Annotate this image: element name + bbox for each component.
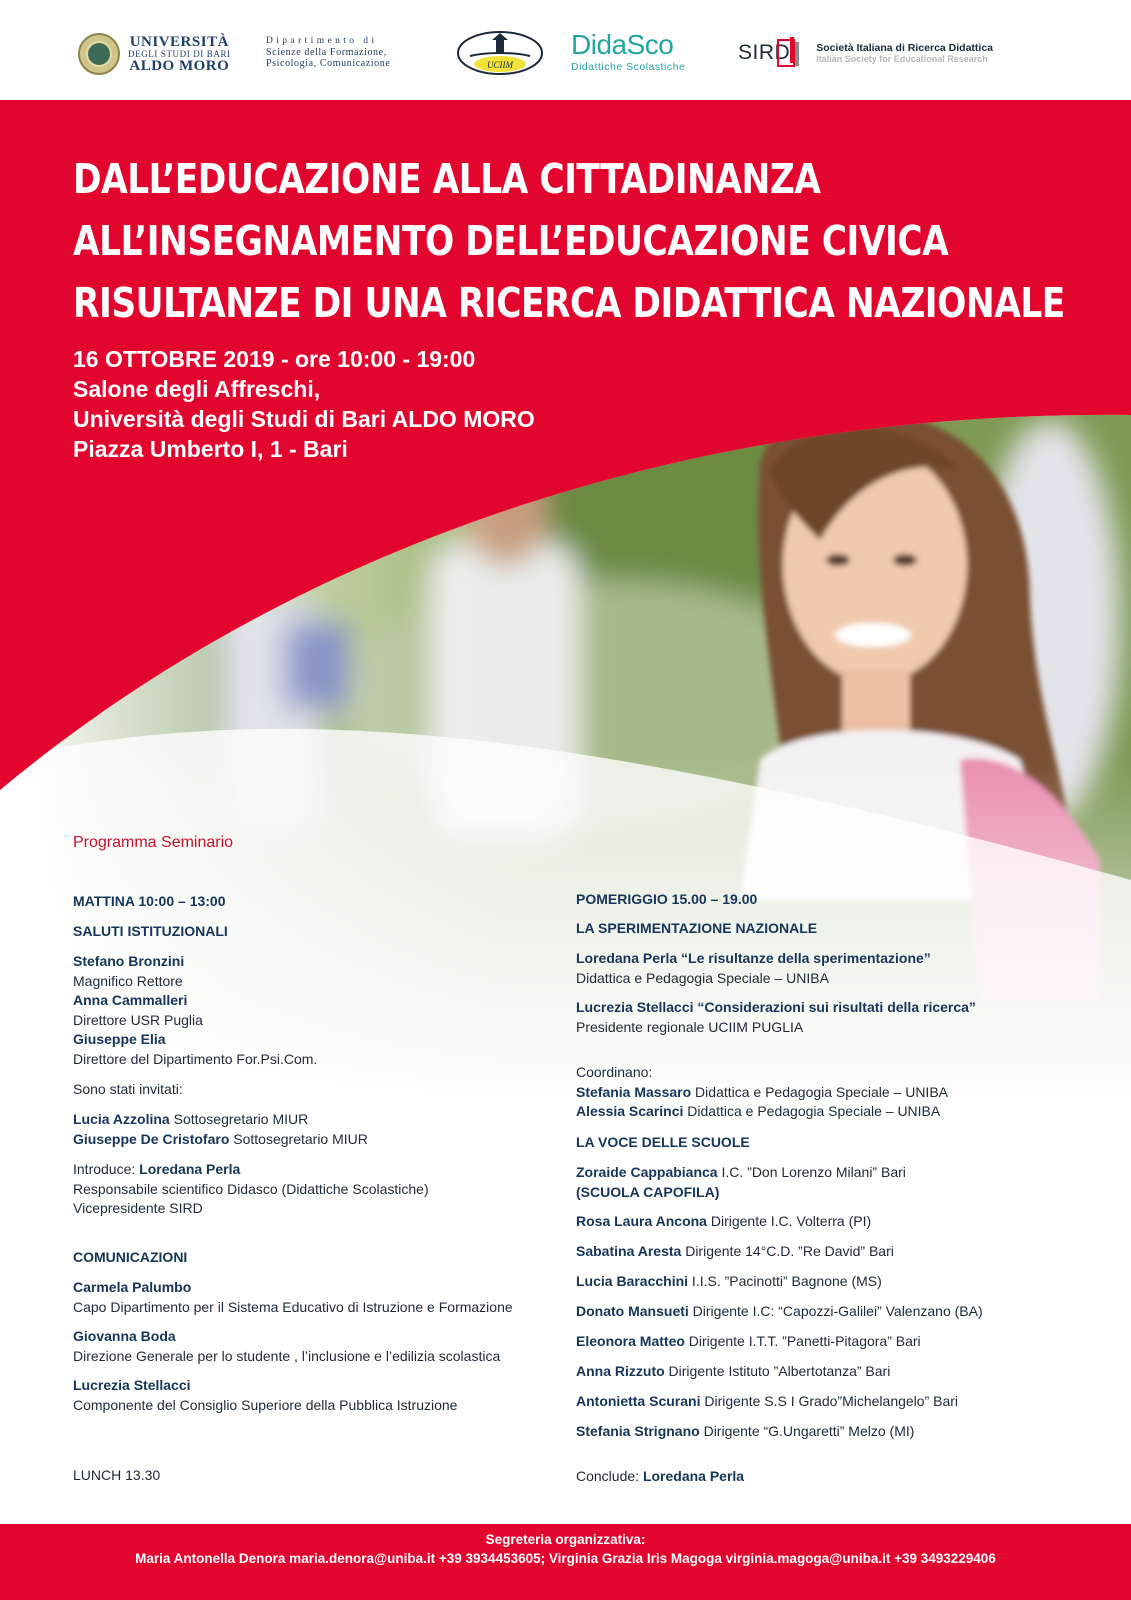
lunch-block <box>73 1466 160 1486</box>
school-row <box>576 1332 921 1352</box>
school-speaker-role: Dirigente I.C: “Capozzi-Galilei” Valenzano (BA) <box>688 1303 983 1319</box>
event-date: 16 OTTOBRE 2019 - ore 10:00 - 19:00 <box>73 346 476 372</box>
title-line-3: RISULTANZE DI UNA RICERCA DIDATTICA NAZIONALE <box>73 279 1065 327</box>
sird-name-it: Società Italiana di Ricerca Didattica <box>816 41 994 54</box>
conclude-block <box>576 1467 744 1487</box>
invited-name: Lucia Azzolina <box>73 1111 170 1127</box>
invited-role: Sottosegretario MIUR <box>229 1130 368 1147</box>
invited-name: Giuseppe De Cristofaro <box>73 1130 230 1147</box>
school-speaker-role: I.I.S. ”Pacinotti” Bagnone (MS) <box>688 1273 882 1289</box>
school-row <box>576 1212 871 1232</box>
school-row <box>576 1362 890 1382</box>
introduce-name: Loredana Perla <box>139 1161 241 1177</box>
school-row <box>576 1422 914 1442</box>
footer-banner <box>0 1524 1131 1600</box>
school-row <box>576 1392 958 1412</box>
sird-word: SIRD <box>738 41 791 64</box>
comunicazioni-block <box>73 1248 187 1268</box>
talk-title: Lucrezia Stellacci “Considerazioni sui risultati della ricerca” <box>576 999 976 1015</box>
didasco-name: DidaSco <box>571 29 674 60</box>
school-capofila <box>576 1163 906 1202</box>
list-item <box>576 1083 948 1103</box>
school-capofila-label: (SCUOLA CAPOFILA) <box>576 1183 720 1200</box>
morning-heading: MATTINA 10:00 – 13:00 <box>73 893 226 909</box>
didasco-logo <box>571 31 685 73</box>
program-title: Programma Seminario <box>73 834 234 851</box>
page-title <box>73 148 1113 334</box>
school-row <box>576 1272 882 1292</box>
sperimentazione-block <box>576 919 817 939</box>
comunicazione-1 <box>73 1278 513 1317</box>
list-item <box>576 1102 948 1122</box>
school-speaker-role: Dirigente 14°C.D. ”Re David” Bari <box>681 1243 894 1259</box>
coordinator-name: Stefania Massaro <box>576 1083 692 1100</box>
talk-title: Loredana Perla “Le risultanze della sperimentazione” <box>576 950 931 966</box>
footer-contacts: Maria Antonella Denora maria.denora@uniba.it +39 3934453605; Virginia Grazia Iris Magoga virginia.magoga@uniba.it +39 3493229406 <box>135 1551 996 1566</box>
speaker-name: Lucrezia Stellacci <box>73 1377 191 1393</box>
talk-role: Didattica e Pedagogia Speciale – UNIBA <box>576 969 829 986</box>
university-logo <box>78 33 231 75</box>
introduce-label: Introduce: <box>73 1161 140 1177</box>
uciim-logo-icon <box>456 30 544 76</box>
speaker-name: Carmela Palumbo <box>73 1279 192 1295</box>
university-subtitle: DEGLI STUDI DI BARI <box>128 48 231 59</box>
invited-role: Sottosegretario MIUR <box>169 1111 309 1127</box>
title-line-2: ALL’INSEGNAMENTO DELL’EDUCAZIONE CIVICA <box>73 217 949 265</box>
voce-block <box>576 1133 750 1153</box>
school-speaker-name: Eleonora Matteo <box>576 1333 685 1349</box>
introduce-role-2: Vicepresidente SIRD <box>73 1200 203 1216</box>
sird-book-icon <box>768 36 806 70</box>
school-row <box>576 1242 894 1262</box>
voce-heading: LA VOCE DELLE SCUOLE <box>576 1134 750 1150</box>
department-line-3: Psicologia, Comunicazione <box>266 58 391 70</box>
saluti-speakers <box>73 952 317 1069</box>
sperimentazione-heading: LA SPERIMENTAZIONE NAZIONALE <box>576 920 818 936</box>
school-speaker-name: Rosa Laura Ancona <box>576 1213 707 1229</box>
event-venue-2: Università degli Studi di Bari ALDO MORO <box>73 406 535 432</box>
speaker-role: Direttore del Dipartimento For.Psi.Com. <box>73 1050 318 1067</box>
coordinator-name: Alessia Scarinci <box>576 1103 684 1119</box>
school-speaker-name: Lucia Baracchini <box>576 1273 689 1289</box>
comunicazioni-heading: COMUNICAZIONI <box>73 1249 188 1265</box>
school-speaker-name: Stefania Strignano <box>576 1423 700 1439</box>
conclude-name: Loredana Perla <box>642 1468 745 1484</box>
saluti-block <box>73 922 228 942</box>
invited-intro: Sono stati invitati: <box>73 1081 183 1097</box>
school-row <box>576 1302 983 1322</box>
saluti-heading: SALUTI ISTITUZIONALI <box>73 923 228 939</box>
school-speaker-role: Dirigente I.C. Volterra (PI) <box>706 1213 872 1229</box>
talk-2 <box>576 998 976 1037</box>
didasco-subtitle: Didattiche Scolastiche <box>571 61 686 73</box>
coordinator-role: Didattica e Pedagogia Speciale – UNIBA <box>691 1083 948 1100</box>
speaker-role: Componente del Consiglio Superiore della Pubblica Istruzione <box>73 1396 458 1413</box>
school-speaker-role: Dirigente I.T.T. ”Panetti-Pitagora” Bari <box>684 1333 921 1349</box>
coordinano-label: Coordinano: <box>576 1064 653 1080</box>
afternoon-heading: POMERIGGIO 15.00 – 19.00 <box>576 891 758 907</box>
afternoon-heading-block <box>576 890 757 910</box>
school-speaker-role: Dirigente S.S I Grado”Michelangelo” Bari <box>700 1393 959 1409</box>
coordinano-block <box>576 1063 948 1122</box>
talk-role: Presidente regionale UCIIM PUGLIA <box>576 1018 804 1035</box>
morning-heading-block <box>73 892 226 912</box>
school-speaker-name: Zoraide Cappabianca <box>576 1164 718 1180</box>
title-line-1: DALL’EDUCAZIONE ALLA CITTADINANZA <box>73 155 821 203</box>
speaker-role: Direzione Generale per lo studente , l’inclusione e l’edilizia scolastica <box>73 1347 501 1364</box>
sird-name-en: Italian Society for Educational Research <box>816 53 988 64</box>
conclude-label: Conclude: <box>576 1468 643 1484</box>
department-line-1: Dipartimento di <box>266 36 378 46</box>
speaker-role: Magnifico Rettore <box>73 972 183 989</box>
speaker-name: Giovanna Boda <box>73 1328 176 1344</box>
list-item <box>73 1110 368 1130</box>
invited-block <box>73 1080 183 1100</box>
comunicazione-2 <box>73 1327 500 1366</box>
school-speaker-name: Anna Rizzuto <box>576 1363 665 1379</box>
list-item <box>73 1130 368 1150</box>
school-speaker-name: Sabatina Aresta <box>576 1243 682 1259</box>
speaker-name: Giuseppe Elia <box>73 1031 166 1047</box>
school-speaker-name: Antonietta Scurani <box>576 1393 701 1409</box>
school-speaker-role: Dirigente Istituto ”Albertotanza” Bari <box>664 1363 891 1379</box>
school-speaker-role: I.C. ”Don Lorenzo Milani” Bari <box>717 1164 906 1180</box>
comunicazione-3 <box>73 1376 457 1415</box>
speaker-name: Anna Cammalleri <box>73 992 188 1008</box>
introduce-role-1: Responsabile scientifico Didasco (Didattiche Scolastiche) <box>73 1180 429 1197</box>
school-speaker-role: Dirigente “G.Ungaretti” Melzo (MI) <box>699 1423 915 1439</box>
speaker-name: Stefano Bronzini <box>73 953 185 969</box>
event-venue-3: Piazza Umberto I, 1 - Bari <box>73 436 348 462</box>
event-info <box>73 344 535 464</box>
sird-logo <box>738 36 993 70</box>
introduce-block <box>73 1160 429 1219</box>
event-venue-1: Salone degli Affreschi, <box>73 376 321 402</box>
department-line-2: Scienze della Formazione, <box>266 46 387 58</box>
talk-1 <box>576 949 931 988</box>
university-name: UNIVERSITÀ <box>129 33 229 50</box>
footer-heading: Segreteria organizzativa: <box>485 1532 646 1547</box>
invited-list <box>73 1110 368 1149</box>
uciim-label: UCIIM <box>487 60 513 70</box>
coordinator-role: Didattica e Pedagogia Speciale – UNIBA <box>683 1103 941 1119</box>
school-speaker-name: Donato Mansueti <box>576 1303 689 1319</box>
university-seal-icon <box>78 33 120 75</box>
department-logo <box>266 36 390 70</box>
lunch-label: LUNCH 13.30 <box>73 1467 161 1483</box>
speaker-role: Capo Dipartimento per il Sistema Educativo di Istruzione e Formazione <box>73 1298 513 1315</box>
speaker-role: Direttore USR Puglia <box>73 1011 203 1028</box>
university-aldo-moro: ALDO MORO <box>129 57 230 74</box>
